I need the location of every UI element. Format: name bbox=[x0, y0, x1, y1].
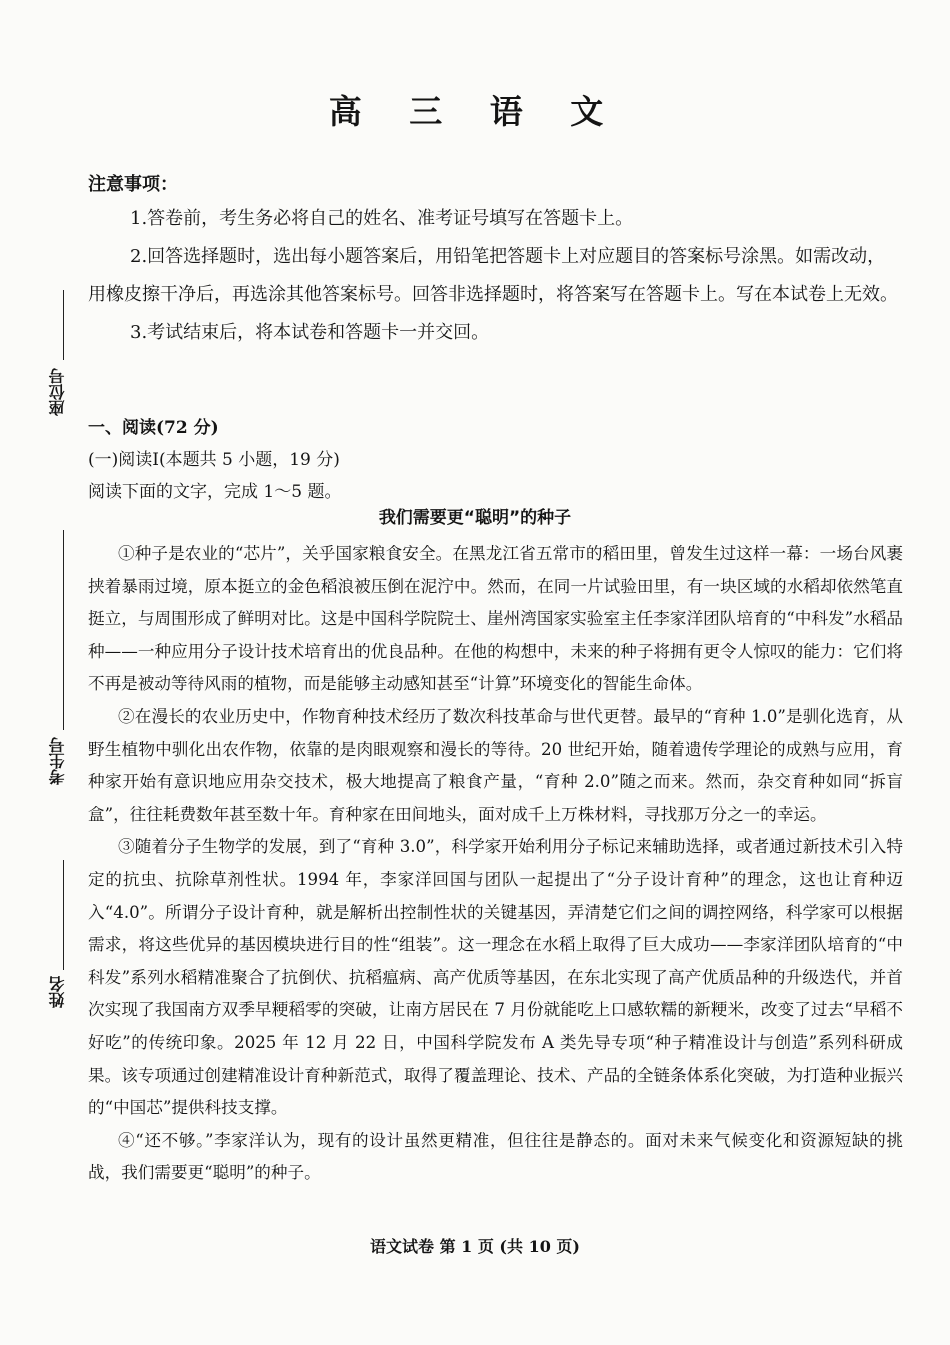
seat-number-line bbox=[63, 290, 64, 360]
section-subheading: (一)阅读Ⅰ(本题共 5 小题，19 分) bbox=[88, 450, 340, 470]
name-line bbox=[63, 860, 64, 970]
exam-number-line bbox=[63, 530, 64, 730]
article-paragraph: ②在漫长的农业历史中，作物育种技术经历了数次科技革命与世代更替。最早的“育种 1.0”是驯化选育，从野生植物中驯化出农作物，依靠的是肉眼观察和漫长的等待。20 世纪开始，随着遗传学理论的成熟与应用，育种家开始有意识地应用杂交技术，极大地提高了粮食产量，“育种 2.0”随之而来。然而，杂交育种如同“拆盲盒”，往往耗费数年甚至数十年。育种家在田间地头，面对成千上万株材料，寻找那万分之一的幸运。 bbox=[88, 706, 903, 824]
name-label: 姓名 bbox=[48, 976, 67, 1008]
note-item: 2.回答选择题时，选出每小题答案后，用铅笔把答题卡上对应题目的答案标号涂黑。如需改动，用橡皮擦干净后，再选涂其他答案标号。回答非选择题时，将答案写在答题卡上。写在本试卷上无效。 bbox=[88, 246, 898, 305]
section-header bbox=[88, 412, 903, 508]
section-heading: 一、阅读(72 分) bbox=[88, 418, 219, 438]
exam-number-label: 考生号 bbox=[48, 737, 67, 785]
article-paragraph: ③随着分子生物学的发展，到了“育种 3.0”，科学家开始利用分子标记来辅助选择，或者通过新技术引入特定的抗虫、抗除草剂性状。1994 年，李家洋回国与团队一起提出了“分子设计育种”的理念，这也让育种迈入“4.0”。所谓分子设计育种，就是解析出控制性状的关键基因，弄清楚它们之间的调控网络，科学家可以根据需求，将这些优异的基因模块进行目的性“组装”。这一理念在水稻上取得了巨大成功——李家洋团队培育的“中科发”系列水稻精准聚合了抗倒伏、抗稻瘟病、高产优质等基因，在东北实现了高产优质品种的升级迭代，并首次实现了我国南方双季早粳稻零的突破，让南方居民在 7 月份就能吃上口感软糯的新粳米，改变了过去“早稻不好吃”的传统印象。2025 年 12 月 22 日，中国科学院发布 A 类先导专项“种子精准设计与创造”系列科研成果。该专项通过创建精准设计育种新范式，取得了覆盖理论、技术、产品的全链条体系化突破，为打造种业振兴的“中国芯”提供科技支撑。 bbox=[88, 837, 903, 1118]
article-title: 我们需要更“聪明”的种子 bbox=[378, 508, 572, 528]
note-item: 3.考试结束后，将本试卷和答题卡一并交回。 bbox=[130, 322, 490, 343]
notes-heading: 注意事项： bbox=[88, 174, 178, 195]
article-paragraph: ④“还不够。”李家洋认为，现有的设计虽然更精准，但往往是静态的。面对未来气候变化和资源短缺的挑战，我们需要更“聪明”的种子。 bbox=[88, 1130, 903, 1183]
article-paragraph: ①种子是农业的“芯片”，关乎国家粮食安全。在黑龙江省五常市的稻田里，曾发生过这样一幕：一场台风裹挟着暴雨过境，原本挺立的金色稻浪被压倒在泥泞中。然而，在同一片试验田里，有一块区域的水稻却依然笔直挺立，与周围形成了鲜明对比。这是中国科学院院士、崖州湾国家实验室主任李家洋团队培育的“中科发”水稻品种——一种应用分子设计技术培育出的优良品种。在他的构想中，未来的种子将拥有更令人惊叹的能力：它们将不再是被动等待风雨的植物，而是能够主动感知甚至“计算”环境变化的智能生命体。 bbox=[88, 544, 903, 694]
article-body bbox=[88, 538, 903, 1190]
notes-list bbox=[88, 200, 903, 352]
section-instruction: 阅读下面的文字，完成 1～5 题。 bbox=[88, 482, 342, 502]
page-footer: 语文试卷 第 1 页 (共 10 页) bbox=[370, 1237, 580, 1256]
note-item: 1.答卷前，考生务必将自己的姓名、准考证号填写在答题卡上。 bbox=[130, 208, 634, 229]
seat-number-label: 座位号 bbox=[48, 368, 67, 416]
exam-title: 高 三 语 文 bbox=[328, 92, 622, 131]
